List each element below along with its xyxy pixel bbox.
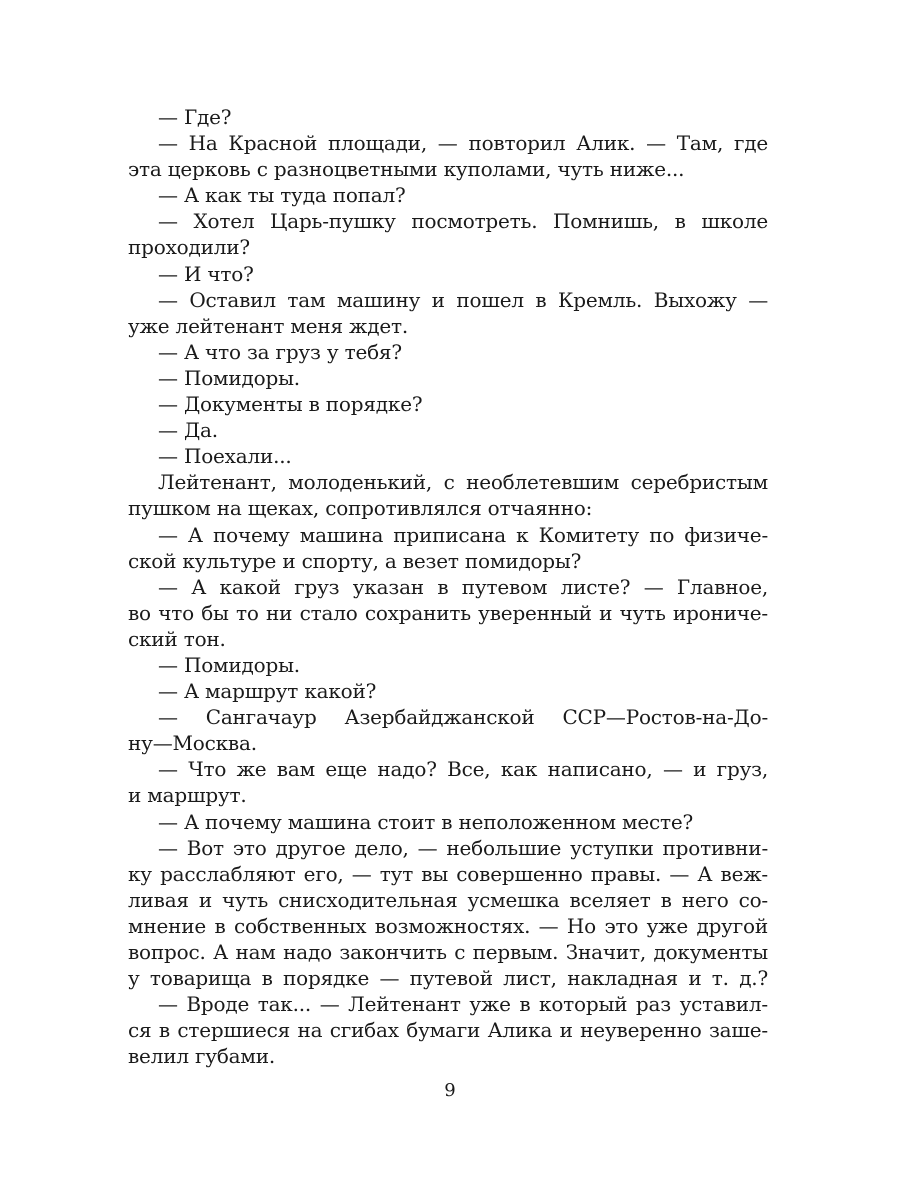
- text-line: — Помидоры.: [158, 365, 300, 390]
- text-line: ся в стершиеся на сгибах бумаги Алика и неуверенно заше-: [128, 1018, 768, 1043]
- text-line: — Оставил там машину и пошел в Кремль. Выхожу —: [158, 287, 768, 312]
- page-number: 9: [444, 1080, 456, 1101]
- text-line: во что бы то ни стало сохранить уверенный и чуть ирониче-: [128, 600, 768, 625]
- text-line: ский тон.: [128, 626, 226, 651]
- text-line: — Вроде так... — Лейтенант уже в который раз уставил-: [158, 992, 768, 1017]
- text-line: ну—Москва.: [128, 731, 257, 756]
- text-line: проходили?: [128, 235, 250, 260]
- text-line: — А какой груз указан в путевом листе? — Главное,: [158, 574, 768, 599]
- page-body-text: [128, 104, 768, 1069]
- text-line: — Документы в порядке?: [158, 392, 423, 417]
- text-line: ливая и чуть снисходительная усмешка вселяет в него со-: [128, 887, 768, 912]
- text-line: эта церковь с разноцветными куполами, чуть ниже...: [128, 157, 685, 182]
- text-line: — Вот это другое дело, — небольшие уступки противни-: [158, 835, 768, 860]
- text-line: — И что?: [158, 261, 254, 286]
- text-line: и маршрут.: [128, 783, 247, 808]
- text-line: вопрос. А нам надо закончить с первым. Значит, документы: [128, 940, 768, 964]
- text-line: уже лейтенант меня ждет.: [128, 313, 409, 338]
- text-line: — Помидоры.: [158, 652, 300, 677]
- text-line: — А что за груз у тебя?: [158, 339, 402, 364]
- text-line: — Где?: [158, 105, 232, 129]
- text-line: Лейтенант, молоденький, с необлетевшим серебристым: [158, 470, 768, 495]
- text-line: ку расслабляют его, — тут вы совершенно правы. — А веж-: [128, 861, 768, 886]
- text-line: — А почему машина приписана к Комитету по физиче-: [158, 522, 768, 547]
- text-line: — Сангачаур Азербайджанской ССР—Ростов-на-До-: [158, 705, 768, 730]
- text-line: — Хотел Царь-пушку посмотреть. Помнишь, в школе: [158, 209, 768, 234]
- text-line: пушком на щеках, сопротивлялся отчаянно:: [128, 496, 593, 521]
- text-line: — А почему машина стоит в неположенном месте?: [158, 809, 694, 834]
- text-line: — Поехали...: [158, 444, 292, 469]
- text-line: у товарища в порядке — путевой лист, накладная и т. д.?: [128, 966, 768, 991]
- text-line: ской культуре и спорту, а везет помидоры?: [128, 548, 582, 573]
- text-line: — На Красной площади, — повторил Алик. — Там, где: [158, 131, 768, 156]
- text-line: — Да.: [158, 418, 218, 443]
- text-line: — А как ты туда попал?: [158, 183, 406, 208]
- text-line: мнение в собственных возможностях. — Но это уже другой: [128, 913, 768, 938]
- text-line: — А маршрут какой?: [158, 679, 377, 704]
- text-line: велил губами.: [128, 1044, 276, 1069]
- text-line: — Что же вам еще надо? Все, как написано, — и груз,: [158, 757, 768, 782]
